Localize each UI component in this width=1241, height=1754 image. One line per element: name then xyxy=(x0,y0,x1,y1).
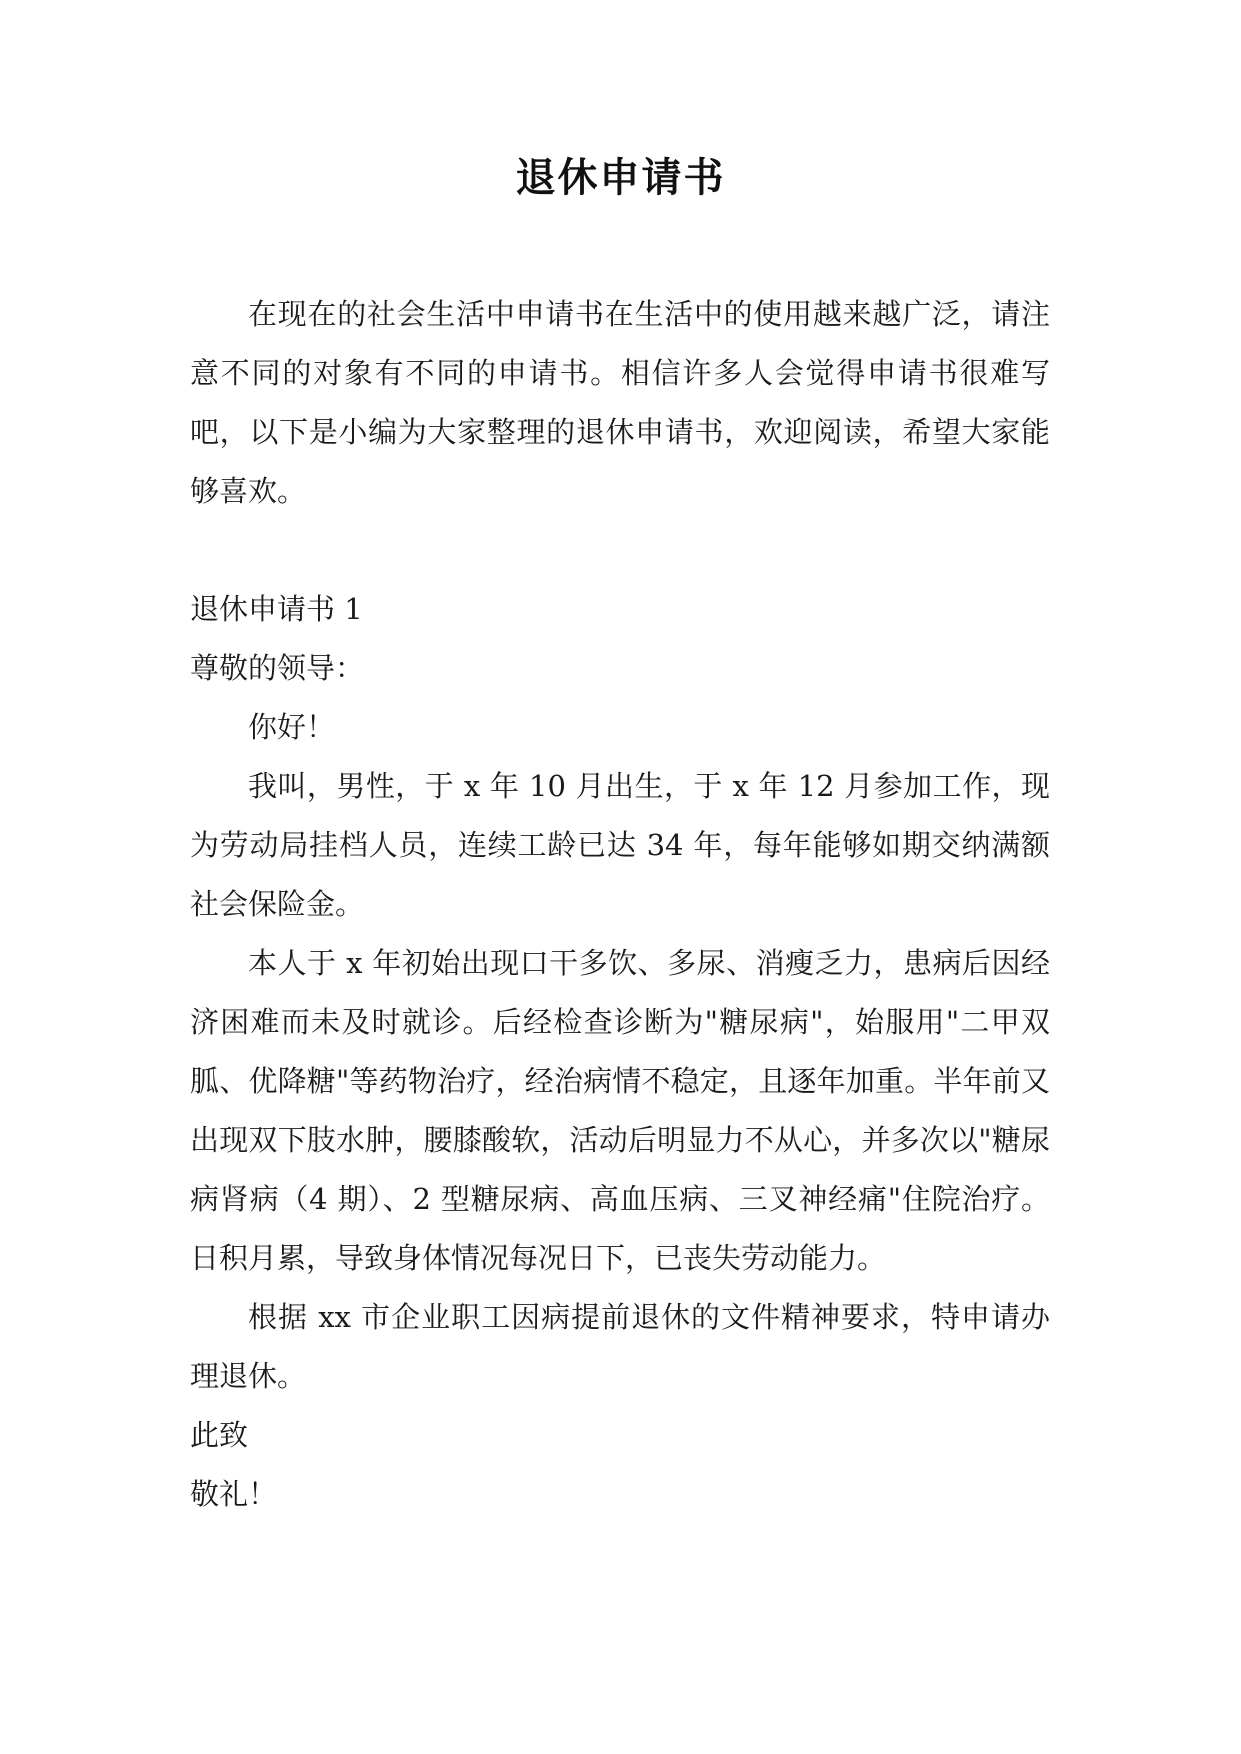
document-body xyxy=(190,285,1050,1524)
body-paragraph: 本人于 x 年初始出现口干多饮、多尿、消瘦乏力，患病后因经济困难而未及时就诊。后经检查诊断为"糖尿病"，始服用"二甲双胍、优降糖"等药物治疗，经治病情不稳定，且逐年加重。半年前又出现双下肢水肿，腰膝酸软，活动后明显力不从心，并多次以"糖尿病肾病（4 期）、2 型糖尿病、高血压病、三叉神经痛"住院治疗。日积月累，导致身体情况每况日下，已丧失劳动能力。 xyxy=(190,946,1050,1275)
document-title: 退休申请书 xyxy=(515,155,726,201)
body-paragraph: 我叫，男性，于 x 年 10 月出生，于 x 年 12 月参加工作，现为劳动局挂档人员，连续工龄已达 34 年，每年能够如期交纳满额社会保险金。 xyxy=(190,769,1050,921)
greeting: 你好！ xyxy=(248,710,336,744)
paragraph-spacer xyxy=(190,521,1050,580)
closing-salute: 敬礼！ xyxy=(190,1477,278,1511)
closing-line: 此致 xyxy=(190,1418,249,1452)
intro-paragraph: 在现在的社会生活中申请书在生活中的使用越来越广泛，请注意不同的对象有不同的申请书。相信许多人会觉得申请书很难写吧，以下是小编为大家整理的退休申请书，欢迎阅读，希望大家能够喜欢。 xyxy=(190,297,1050,508)
body-paragraph: 根据 xx 市企业职工因病提前退休的文件精神要求，特申请办理退休。 xyxy=(190,1300,1050,1393)
salutation: 尊敬的领导： xyxy=(190,651,365,685)
section-heading: 退休申请书 1 xyxy=(190,592,363,626)
